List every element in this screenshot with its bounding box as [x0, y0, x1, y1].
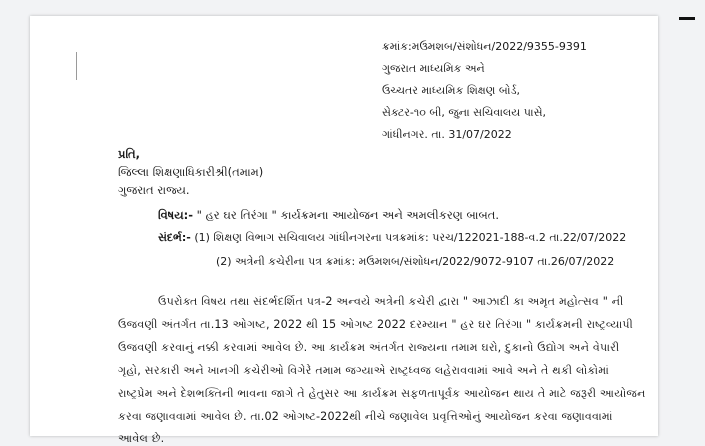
sender-line-3: સેક્ટર-૧૦ બી, જુના સચિવાલય પાસે, — [382, 106, 546, 119]
body-line: ગૃહો, સરકારી અને ખાનગી કચેરીઓ વિગેરે તમામ જગ્યાએ રાષ્ટ્રધ્વજ લહેરાવવામાં આવે અને તે થકી લોકોમાં — [118, 364, 610, 377]
reference-item-2: (2) અત્રેની કચેરીના પત્ર ક્રમાંક: મઉમશબ/સંશોધન/2022/9072-9107 તા.26/07/2022 — [216, 255, 615, 268]
body-line: ઉજવણી કરવાનું નક્કી કરવામાં આવેલ છે. આ કાર્યક્રમ અંતર્ગત રાજ્યના તમામ ઘરો, દુકાનો ઉદ્યોગ અને વેપારી — [118, 341, 620, 354]
sender-line-2: ઉચ્ચતર માધ્યમિક શિક્ષણ બોર્ડ, — [382, 84, 520, 97]
letter-reference-number: ક્રમાંક:મઉમશબ/સંશોધન/2022/9355-9391 — [382, 40, 587, 53]
margin-mark — [76, 52, 77, 80]
reference-line-2 — [216, 255, 614, 269]
body-line: આવેલ છે. — [118, 432, 165, 445]
document-page — [30, 16, 658, 445]
salutation: પ્રતિ, — [118, 147, 141, 161]
reference-line-1 — [158, 231, 626, 245]
body-line: કરવા જણાવવામાં આવેલ છે. તા.02 ઓગષ્ટ-2022થી નીચે જણાવેલ પ્રવૃત્તિઓનું આયોજન કરવા જણાવવામાં — [118, 410, 613, 423]
body-line: રાષ્ટ્રપ્રેમ અને દેશભક્તિની ભાવના જાગે તે હેતુસર આ કાર્યક્રમ સફળતાપૂર્વક આયોજન થાય તે માટે જરૂરી આયોજન — [118, 387, 646, 400]
recipient-line-2: ગુજરાત રાજ્ય. — [118, 183, 190, 197]
sender-line-1: ગુજરાત માધ્યમિક અને — [382, 62, 485, 75]
scrollbar-thumb[interactable] — [679, 17, 695, 20]
body-line: ઉજવણી અંતર્ગત તા.13 ઓગષ્ટ, 2022 થી 15 ઓગષ્ટ 2022 દરમ્યાન " હર ઘર તિરંગા " કાર્યક્રમની રાષ્ટ્રવ્યાપી — [118, 318, 633, 331]
body-line: ઉપરોક્ત વિષય તથા સંદર્ભદર્શિત પત્ર-2 અન્વયે અત્રેની કચેરી દ્વારા " આઝાદી કા અમૃત મહોત્સવ " ની — [158, 295, 624, 308]
reference-item-1: (1) શિક્ષણ વિભાગ સચિવાલય ગાંધીનગરના પત્રક્રમાંક: પરચ/122021-188-વ.2 તા.22/07/2022 — [194, 231, 627, 244]
reference-label: સંદર્ભ:- — [158, 231, 191, 244]
letter-date: ગાંધીનગર. તા. 31/07/2022 — [382, 128, 512, 141]
subject-line — [158, 208, 499, 223]
recipient-line-1: જિલ્લા શિક્ષણાધિકારીશ્રી(તમામ) — [118, 165, 264, 179]
subject-label: વિષય:- — [158, 208, 193, 222]
subject-text: " હર ઘર તિરંગા " કાર્યક્રમના આયોજન અને અમલીકરણ બાબત. — [196, 208, 500, 222]
